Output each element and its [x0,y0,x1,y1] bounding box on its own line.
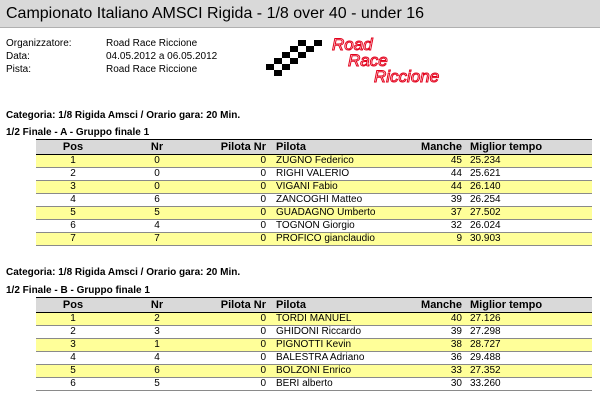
results-table-a [36,139,592,246]
table-row [36,313,592,326]
cell-manche: 32 [388,220,464,233]
cell-nr: 0 [110,155,204,168]
group-label: 1/2 Finale - A - Gruppo finale 1 [6,127,150,138]
cell-nr: 0 [110,181,204,194]
col-header-pos: Pos [36,140,110,155]
table-row [36,378,592,391]
cell-pilota-nr: 0 [204,168,268,181]
cell-best-time: 26.140 [464,181,592,194]
results-body-b [36,313,592,391]
cell-pilota-nr: 0 [204,326,268,339]
table-row [36,233,592,246]
table-row [36,168,592,181]
cell-pilota: VIGANI Fabio [268,181,388,194]
cell-best-time: 27.352 [464,365,592,378]
cell-nr: 4 [110,352,204,365]
cell-manche: 38 [388,339,464,352]
cell-nr: 1 [110,339,204,352]
info-value: Road Race Riccione [106,64,198,75]
cell-pilota-nr: 0 [204,365,268,378]
cell-pos: 5 [36,365,110,378]
cell-best-time: 25.621 [464,168,592,181]
results-body-a [36,155,592,246]
col-header-pilota: Pilota [268,140,388,155]
col-header-pilota: Pilota [268,298,388,313]
table-row [36,181,592,194]
cell-pos: 4 [36,352,110,365]
cell-pos: 6 [36,220,110,233]
logo-text-race: Race [348,51,388,70]
cell-pilota-nr: 0 [204,313,268,326]
checkered-flag-icon [266,40,322,76]
info-value: 04.05.2012 a 06.05.2012 [106,51,218,62]
cell-pilota: ZANCOGHI Matteo [268,194,388,207]
info-row-track [6,63,217,76]
col-header-nr: Nr [110,298,204,313]
table-row [36,155,592,168]
page-title: Campionato Italiano AMSCI Rigida - 1/8 over 40 - under 16 [0,0,600,28]
col-header-best-time: Miglior tempo [464,140,592,155]
cell-best-time: 26.254 [464,194,592,207]
cell-manche: 30 [388,378,464,391]
cell-manche: 44 [388,181,464,194]
cell-nr: 3 [110,326,204,339]
cell-pilota: PROFICO gianclaudio [268,233,388,246]
cell-pilota: GHIDONI Riccardo [268,326,388,339]
info-row-date [6,50,217,63]
col-header-manche: Manche [388,298,464,313]
cell-manche: 33 [388,365,464,378]
cell-pilota-nr: 0 [204,378,268,391]
cell-best-time: 30.903 [464,233,592,246]
table-row [36,220,592,233]
cell-pilota: BALESTRA Adriano [268,352,388,365]
cell-nr: 5 [110,207,204,220]
cell-nr: 0 [110,168,204,181]
cell-manche: 36 [388,352,464,365]
cell-best-time: 29.488 [464,352,592,365]
cell-pilota-nr: 0 [204,194,268,207]
cell-manche: 9 [388,233,464,246]
cell-pilota: TORDI MANUEL [268,313,388,326]
cell-pilota-nr: 0 [204,220,268,233]
col-header-manche: Manche [388,140,464,155]
cell-manche: 40 [388,313,464,326]
cell-manche: 39 [388,326,464,339]
cell-best-time: 27.298 [464,326,592,339]
info-label: Organizzatore: [6,38,72,49]
cell-pilota: RIGHI VALERIO [268,168,388,181]
table-row [36,194,592,207]
cell-pos: 7 [36,233,110,246]
info-label: Pista: [6,64,32,75]
cell-best-time: 27.502 [464,207,592,220]
cell-manche: 44 [388,168,464,181]
cell-best-time: 27.126 [464,313,592,326]
cell-pilota-nr: 0 [204,155,268,168]
cell-best-time: 26.024 [464,220,592,233]
cell-pilota: BERI alberto [268,378,388,391]
table-row [36,326,592,339]
cell-pilota: TOGNON Giorgio [268,220,388,233]
table-row [36,365,592,378]
cell-pos: 4 [36,194,110,207]
cell-pos: 2 [36,168,110,181]
cell-best-time: 33.260 [464,378,592,391]
logo-text-riccione: Riccione [374,67,440,86]
cell-nr: 5 [110,378,204,391]
table-header-row [36,140,592,155]
cell-pilota-nr: 0 [204,181,268,194]
cell-pos: 1 [36,313,110,326]
cell-pilota: PIGNOTTI Kevin [268,339,388,352]
cell-pilota: ZUGNO Federico [268,155,388,168]
cell-pilota-nr: 0 [204,339,268,352]
cell-pos: 2 [36,326,110,339]
cell-nr: 6 [110,365,204,378]
category-label: Categoria: 1/8 Rigida Amsci / Orario gara: 20 Min. [6,267,241,278]
col-header-pos: Pos [36,298,110,313]
col-header-pilota-nr: Pilota Nr [204,140,268,155]
table-row [36,352,592,365]
cell-pilota-nr: 0 [204,207,268,220]
event-info [6,37,217,76]
cell-pos: 3 [36,181,110,194]
cell-pos: 5 [36,207,110,220]
table-header-row [36,298,592,313]
cell-pos: 3 [36,339,110,352]
category-label: Categoria: 1/8 Rigida Amsci / Orario gara: 20 Min. [6,110,241,121]
road-race-riccione-logo [262,34,472,86]
table-row [36,207,592,220]
cell-pilota-nr: 0 [204,233,268,246]
logo-text-road: Road [332,35,373,54]
cell-manche: 45 [388,155,464,168]
cell-best-time: 28.727 [464,339,592,352]
cell-pilota: BOLZONI Enrico [268,365,388,378]
col-header-best-time: Miglior tempo [464,298,592,313]
cell-manche: 39 [388,194,464,207]
table-row [36,339,592,352]
cell-nr: 6 [110,194,204,207]
results-table-b [36,297,592,391]
info-label: Data: [6,51,30,62]
cell-pilota: GUADAGNO Umberto [268,207,388,220]
cell-nr: 4 [110,220,204,233]
cell-manche: 37 [388,207,464,220]
group-label: 1/2 Finale - B - Gruppo finale 1 [6,285,150,296]
cell-pilota-nr: 0 [204,352,268,365]
cell-best-time: 25.234 [464,155,592,168]
info-row-organizer [6,37,217,50]
cell-nr: 2 [110,313,204,326]
cell-nr: 7 [110,233,204,246]
cell-pos: 1 [36,155,110,168]
col-header-pilota-nr: Pilota Nr [204,298,268,313]
cell-pos: 6 [36,378,110,391]
col-header-nr: Nr [110,140,204,155]
info-value: Road Race Riccione [106,38,198,49]
